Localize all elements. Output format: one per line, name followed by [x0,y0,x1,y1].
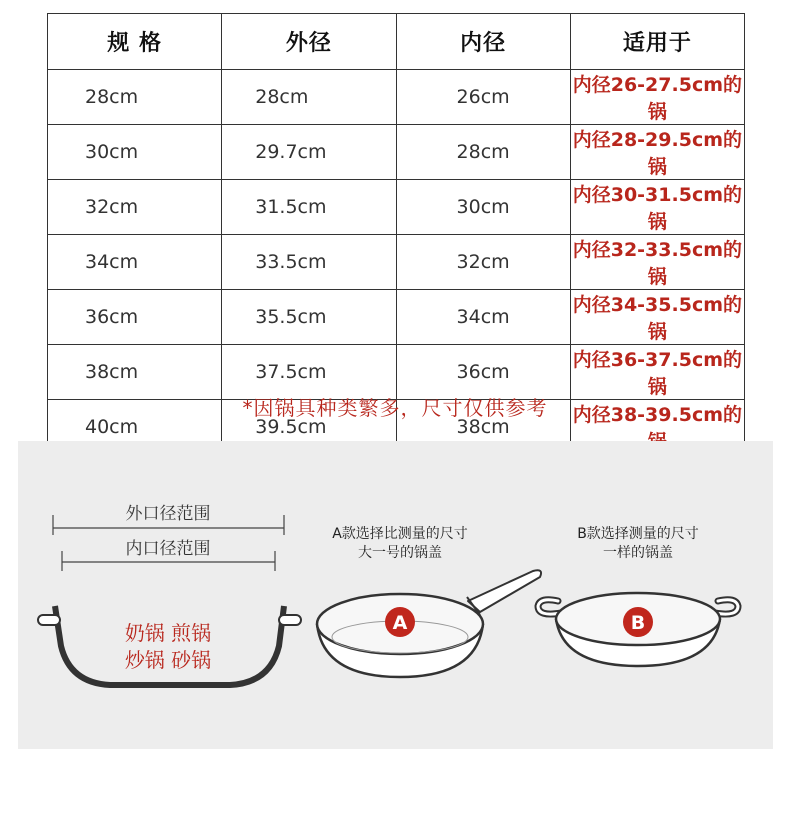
option-a-badge-letter: A [392,612,408,634]
inner-diameter-cell: 28cm [396,125,570,180]
outer-diameter-cell: 39.5cm [222,400,396,455]
suitable-for-cell: 内径38-39.5cm的 [570,400,744,455]
option-a-caption-line2: 大一号的锅盖 [358,545,442,561]
spec-cell: 36cm [48,290,222,345]
inner-diameter-cell: 32cm [396,235,570,290]
pot-body-outline [55,606,284,685]
inner-diameter-cell: 34cm [396,290,570,345]
option-b-badge-letter: B [630,612,646,634]
table-row [48,290,745,345]
suitable-for-cell: 内径32-33.5cm的锅 [570,235,744,290]
header-suitable-for: 适用于 [570,14,744,70]
pot-types-line1: 奶锅 煎锅 [124,621,212,645]
pot-cross-section-diagram [38,504,301,685]
table-row [48,235,745,290]
outer-diameter-cell: 37.5cm [222,345,396,400]
inner-diameter-cell: 38cm [396,400,570,455]
header-spec: 规 格 [48,14,222,70]
option-b-caption-line1: B款选择测量的尺寸 [577,526,699,542]
outer-diameter-cell: 28cm [222,70,396,125]
option-b-diagram [538,525,738,666]
table-header-row [48,14,745,70]
outer-diameter-cell: 31.5cm [222,180,396,235]
inner-diameter-label: 内口径范围 [125,539,211,559]
pot-types-line2: 炒锅 砂锅 [124,648,212,672]
spec-cell: 30cm [48,125,222,180]
size-reference-note: *因锅具种类繁多，尺寸仅供参考 [242,396,548,420]
inner-diameter-cell: 30cm [396,180,570,235]
option-a-caption-line1: A款选择比测量的尺寸 [332,526,468,542]
option-a-diagram [317,525,541,677]
outer-diameter-cell: 33.5cm [222,235,396,290]
suitable-for-cell: 内径28-29.5cm的锅 [570,125,744,180]
table-row [48,125,745,180]
table-row [48,180,745,235]
suitable-for-cell: 内径34-35.5cm的锅 [570,290,744,345]
outer-diameter-label: 外口径范围 [125,504,211,524]
suitable-for-cell: 内径30-31.5cm的锅 [570,180,744,235]
spec-cell: 28cm [48,70,222,125]
measurement-diagram-panel [18,441,773,749]
spec-cell: 40cm [48,400,222,455]
spec-cell: 32cm [48,180,222,235]
pot-handle-right [279,615,301,625]
inner-diameter-cell: 36cm [396,345,570,400]
inner-diameter-cell: 26cm [396,70,570,125]
table-row [48,70,745,125]
outer-diameter-cell: 35.5cm [222,290,396,345]
header-inner-diameter: 内径 [396,14,570,70]
spec-cell: 38cm [48,345,222,400]
size-table [47,13,745,510]
option-b-caption-line2: 一样的锅盖 [603,545,673,561]
outer-diameter-cell: 29.7cm [222,125,396,180]
pot-handle-left [38,615,60,625]
wok-long-handle [468,570,541,612]
spec-cell: 34cm [48,235,222,290]
suitable-for-cell: 内径36-37.5cm的锅 [570,345,744,400]
header-outer-diameter: 外径 [222,14,396,70]
suitable-for-cell: 内径26-27.5cm的锅 [570,70,744,125]
